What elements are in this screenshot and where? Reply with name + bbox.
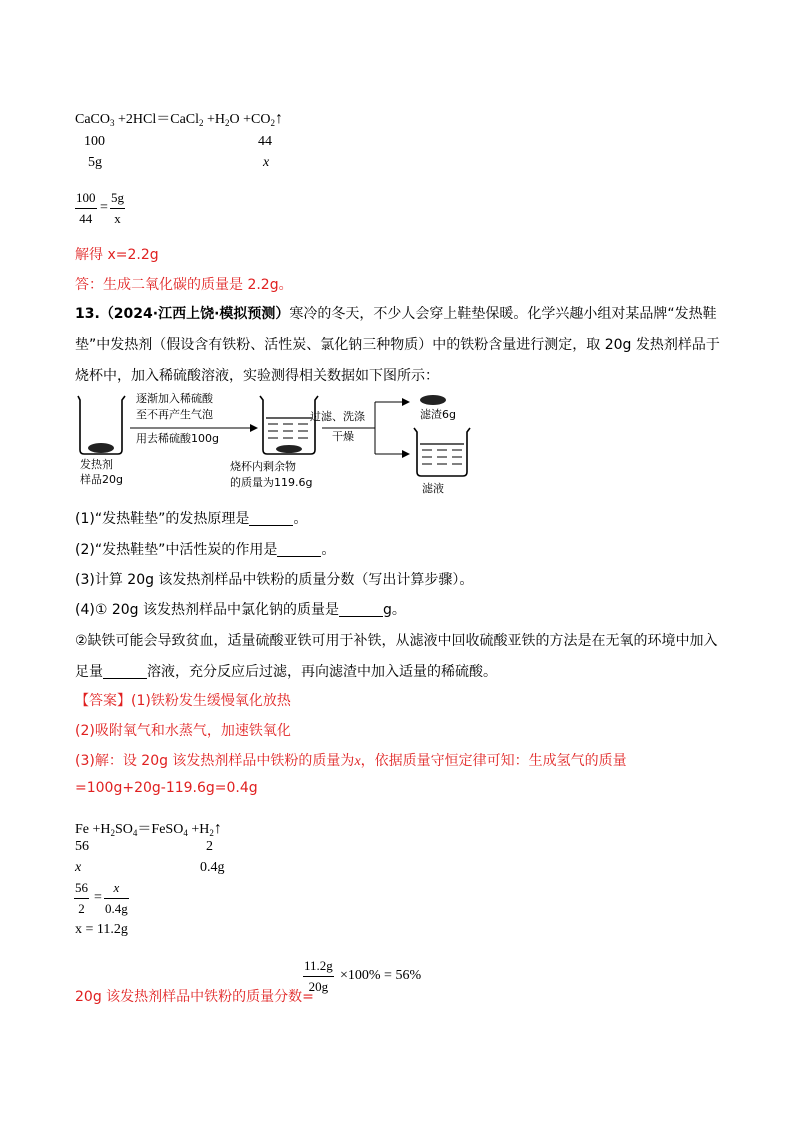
question-source: （2024·江西上饶·模拟预测） (99, 306, 290, 322)
unknown-mass-co2: x (263, 155, 270, 170)
beaker-reaction-icon (260, 396, 318, 454)
sub-question-4-2-line2: 足量 溶液，充分反应后过滤，再向滤渣中加入适量的稀硫酸。 (75, 664, 497, 680)
ratio-fe-equals: = (94, 890, 102, 905)
beaker2-label-2: 的质量为119.6g (230, 476, 313, 489)
question-13-line3: 烧杯中，加入稀硫酸溶液，实验测得相关数据如下图所示： (75, 368, 439, 384)
given-mass-caco3: 5g (88, 155, 102, 170)
step1-label-3: 用去稀硫酸100g (136, 432, 219, 445)
solve-result: 解得 x=2.2g (75, 247, 159, 263)
final-result: ×100% = 56% (340, 968, 422, 983)
arrow-right-icon (402, 398, 410, 406)
equation-fe: $Fe +H_2SO_4=FeSO_4$ $+H_2↑$ (75, 820, 222, 838)
beaker1-label-1: 发热剂 (80, 458, 113, 471)
arrow-right-icon (250, 424, 258, 432)
up-arrow-icon: ↑ (275, 110, 283, 127)
ratio-equals: = (100, 200, 108, 215)
answer-blank-2 (277, 542, 321, 557)
sub-question-1: (1)“发热鞋垫”的发热原理是 。 (75, 511, 308, 527)
step2-label-1: 过滤、洗涤 (310, 410, 365, 423)
sub-question-2: (2)“发热鞋垫”中活性炭的作用是 。 (75, 542, 336, 558)
answer-co2: 答：生成二氧化碳的质量是 2.2g。 (75, 277, 293, 293)
answer-3-line1: (3)解：设 20g 该发热剂样品中铁粉的质量为x，依据质量守恒定律可知：生成氢气的质量 (75, 753, 627, 769)
given-mass-h2: 0.4g (200, 860, 225, 875)
ratio-fe-right: x 0.4g (105, 880, 128, 916)
up-arrow-icon: ↑ (213, 820, 222, 837)
arrow-right-icon (402, 450, 410, 458)
molar-mass-caco3: 100 (84, 134, 105, 149)
final-label: 20g 该发热剂样品中铁粉的质量分数= (75, 989, 314, 1005)
answer-tag: 【答案】 (75, 693, 131, 709)
question-13-line2: 垫”中发热剂（假设含有铁粉、活性炭、氯化钠三种物质）中的铁粉含量进行测定，取 20g 发热剂样品于 (75, 337, 720, 353)
beaker2-label-1: 烧杯内剩余物 (230, 460, 296, 473)
experiment-diagram (70, 388, 530, 498)
answer-blank-4 (339, 602, 383, 617)
question-13-line1: 13.（2024·江西上饶·模拟预测）寒冷的冬天，不少人会穿上鞋垫保暖。化学兴趣小组对某品牌“发热鞋 (75, 306, 717, 322)
molar-mass-fe: 56 (75, 839, 89, 854)
filtrate-label: 滤液 (422, 482, 444, 495)
sub-question-4-1: (4)① 20g 该发热剂样品中氯化钠的质量是 g。 (75, 602, 406, 618)
residue-pile-icon (420, 395, 446, 405)
final-fraction: 11.2g 20g (304, 958, 333, 994)
ratio-right: 5g x (111, 190, 124, 226)
molar-mass-h2: 2 (206, 839, 213, 854)
molar-mass-co2: 44 (258, 134, 272, 149)
answer-3-line2: =100g+20g-119.6g=0.4g (75, 780, 258, 796)
answer-blank-4-2 (103, 664, 147, 679)
step1-label-2: 至不再产生气泡 (136, 408, 213, 421)
step1-label-1: 逐渐加入稀硫酸 (136, 392, 213, 405)
equation-caco3: CaCO$_3$ +2HCl＝CaCl$_2$ $+H_2O$ $+CO_2↑$ (75, 110, 283, 128)
unknown-mass-fe: x (75, 860, 82, 875)
result-fe-mass: x = 11.2g (75, 922, 128, 937)
residue-label: 滤渣6g (420, 408, 456, 421)
answer-blank-1 (249, 511, 293, 526)
ratio-fe-left: 56 2 (75, 880, 88, 916)
ratio-left: 100 44 (76, 190, 96, 226)
beaker-sample-icon (78, 396, 125, 454)
beaker1-label-2: 样品20g (80, 473, 123, 486)
step2-label-2: 干燥 (332, 430, 354, 443)
sub-question-3: (3)计算 20g 该发热剂样品中铁粉的质量分数（写出计算步骤）。 (75, 572, 474, 588)
answer-2: (2)吸附氧气和水蒸气，加速铁氧化 (75, 723, 291, 739)
answer-1: 【答案】(1)铁粉发生缓慢氧化放热 (75, 693, 291, 709)
sub-question-4-2-line1: ②缺铁可能会导致贫血，适量硫酸亚铁可用于补铁，从滤液中回收硫酸亚铁的方法是在无氧的环境中加入 (75, 633, 718, 649)
beaker-filtrate-icon (414, 428, 470, 476)
